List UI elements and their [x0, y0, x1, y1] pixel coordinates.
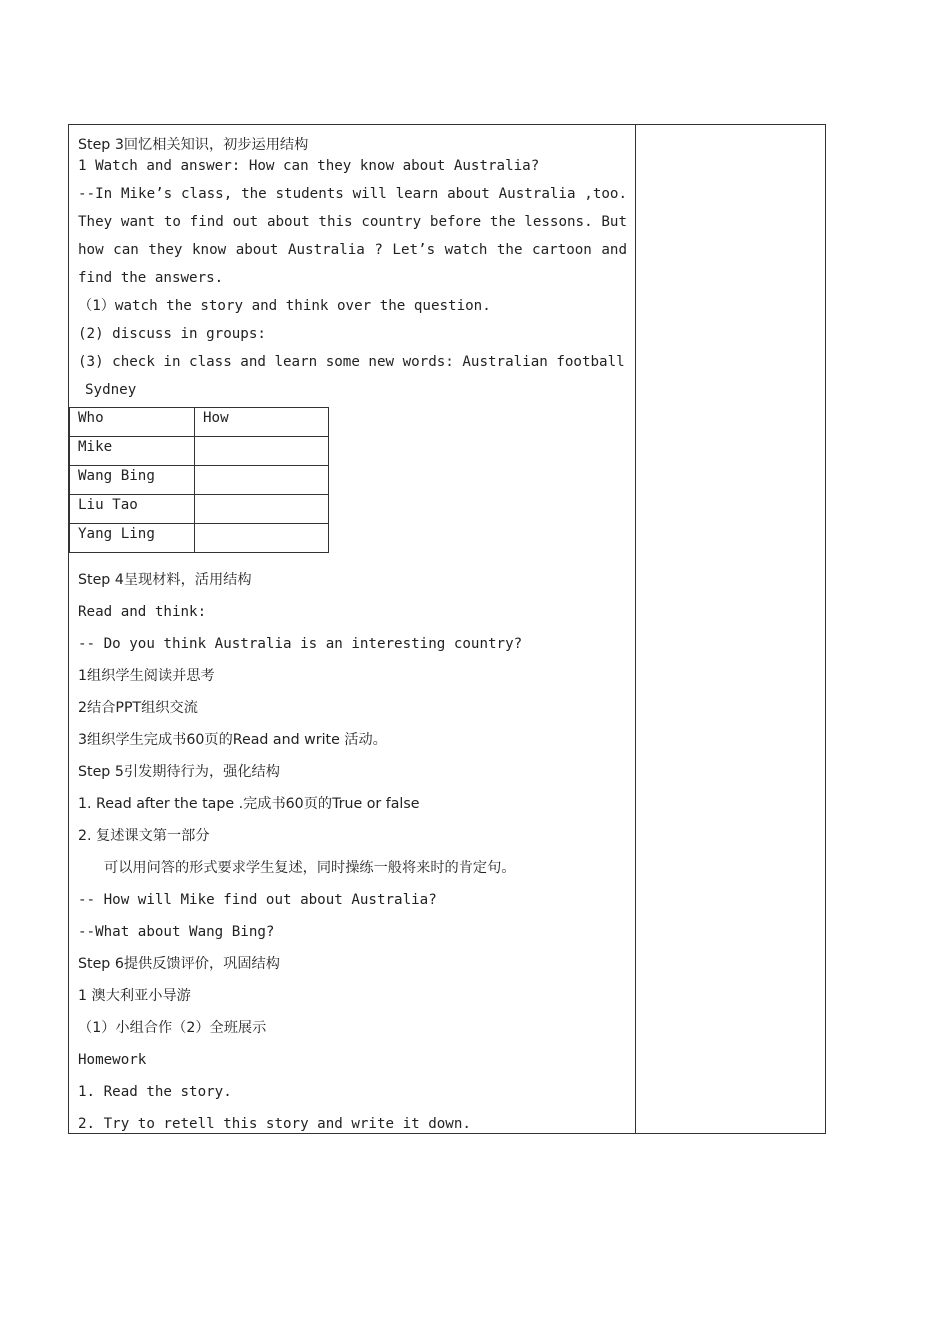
table-header-who: Who	[70, 408, 195, 437]
homework-title: Homework	[78, 1052, 147, 1068]
step3-task-3: (3) check in class and learn some new words: Australian football	[78, 354, 625, 370]
step3-paragraph-line-2: They want to find out about this country before the lessons. But	[78, 214, 627, 230]
homework-line-2: 2. Try to retell this story and write it down.	[78, 1116, 471, 1132]
table-row	[70, 437, 329, 466]
step6-line-1: 1 澳大利亚小导游	[78, 988, 191, 1004]
step5-line-5: --What about Wang Bing?	[78, 924, 275, 940]
step5-line-4: -- How will Mike find out about Australia?	[78, 892, 437, 908]
who-how-table	[69, 407, 329, 553]
homework-line-1: 1. Read the story.	[78, 1084, 232, 1100]
step3-task-3-cont: Sydney	[85, 382, 137, 398]
step5-title: Step 5引发期待行为，强化结构	[78, 764, 280, 780]
step3-task-1: （1）watch the story and think over the question.	[78, 298, 491, 314]
table-cell-who: Wang Bing	[70, 466, 195, 495]
table-cell-who: Liu Tao	[70, 495, 195, 524]
table-cell-how	[195, 524, 329, 553]
step6-title: Step 6提供反馈评价，巩固结构	[78, 956, 280, 972]
step4-title: Step 4呈现材料，活用结构	[78, 572, 252, 588]
step3-paragraph-line-4: find the answers.	[78, 270, 224, 286]
step4-line-1: Read and think:	[78, 604, 207, 620]
step3-title: Step 3回忆相关知识，初步运用结构	[78, 137, 309, 153]
step5-line-1: 1. Read after the tape .完成书60页的True or false	[78, 796, 420, 812]
step4-line-3: 1组织学生阅读并思考	[78, 668, 215, 684]
table-row	[70, 495, 329, 524]
step3-paragraph-line-3: how can they know about Australia ? Let’s watch the cartoon and	[78, 242, 627, 258]
table-row	[70, 466, 329, 495]
step3-task-2: (2) discuss in groups:	[78, 326, 266, 342]
step5-line-3: 可以用问答的形式要求学生复述，同时操练一般将来时的肯定句。	[104, 860, 516, 876]
step4-line-5: 3组织学生完成书60页的Read and write 活动。	[78, 732, 387, 748]
table-cell-how	[195, 466, 329, 495]
table-header-row	[70, 408, 329, 437]
table-cell-who: Mike	[70, 437, 195, 466]
step4-line-2: -- Do you think Australia is an interesting country?	[78, 636, 523, 652]
step5-line-2: 2. 复述课文第一部分	[78, 828, 210, 844]
step3-watch-question: 1 Watch and answer: How can they know about Australia?	[78, 158, 540, 174]
step3-paragraph-line-1: --In Mike’s class, the students will learn about Australia ,too.	[78, 186, 627, 202]
step4-line-4: 2结合PPT组织交流	[78, 700, 198, 716]
table-row	[70, 524, 329, 553]
table-cell-how	[195, 437, 329, 466]
table-cell-how	[195, 495, 329, 524]
table-cell-who: Yang Ling	[70, 524, 195, 553]
step6-line-2: （1）小组合作（2）全班展示	[78, 1020, 267, 1036]
table-header-how: How	[195, 408, 329, 437]
column-divider	[635, 124, 636, 1134]
